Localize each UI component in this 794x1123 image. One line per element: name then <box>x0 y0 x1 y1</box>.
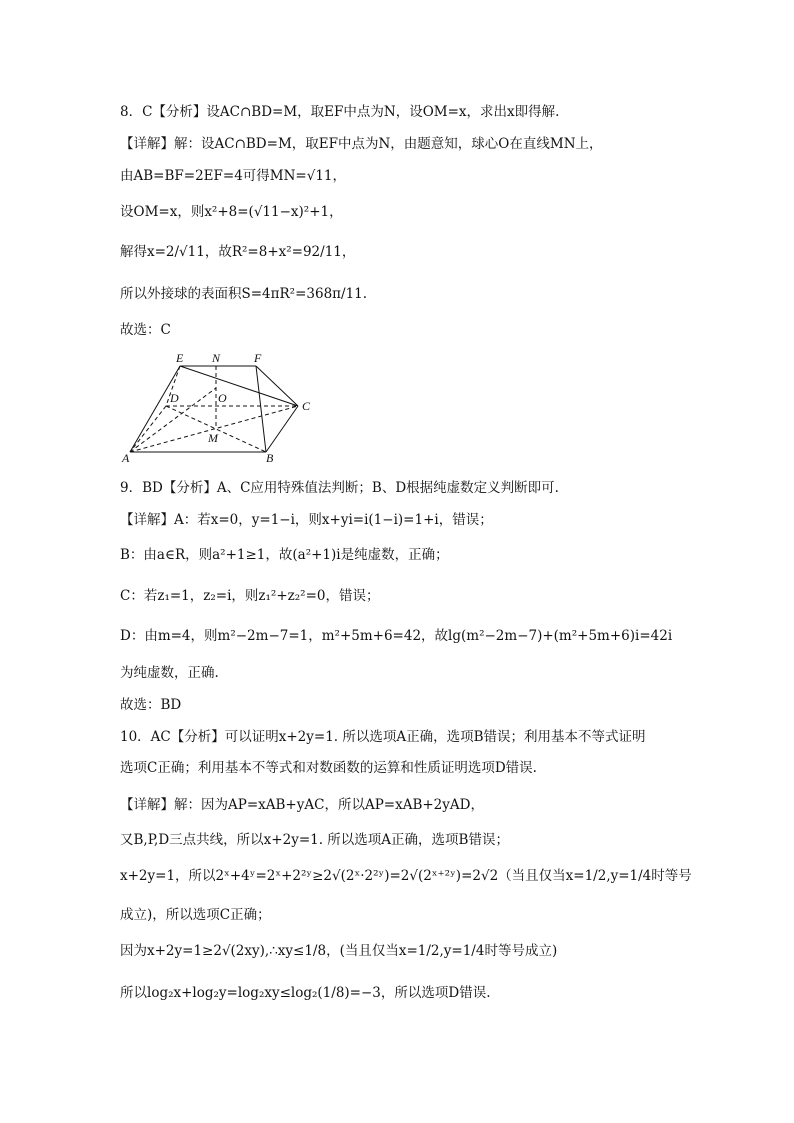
label-E: E <box>176 351 184 365</box>
label-C: C <box>302 399 311 413</box>
q8-line-2: 【详解】解：设AC∩BD=M，取EF中点为N，由题意知，球心O在直线MN上， <box>120 136 603 152</box>
q10-line-6: 成立)，所以选项C正确； <box>120 907 271 923</box>
q10-line-3: 【详解】解：因为AP=xAB+yAC，所以AP=xAB+2yAD， <box>120 797 484 813</box>
q10-line-4: 又B,P,D三点共线，所以x+2y=1. 所以选项A正确，选项B错误； <box>120 832 509 848</box>
label-D: D <box>170 391 179 405</box>
q8-line-6: 所以外接球的表面积S=4πR²=368π/11. <box>120 286 368 302</box>
q9-line-4: C：若z₁=1，z₂=i，则z₁²+z₂²=0，错误； <box>120 588 380 604</box>
label-O: O <box>218 391 227 405</box>
label-N: N <box>212 351 221 365</box>
q9-line-1: 9．BD【分析】A、C应用特殊值法判断；B、D根据纯虚数定义判断即可. <box>120 480 559 496</box>
q8-line-4: 设OM=x，则x²+8=(√11−x)²+1， <box>120 204 343 220</box>
q9-line-5: D：由m=4，则m²−2m−7=1，m²+5m+6=42，故lg(m²−2m−7)+(m²+5m+6)i=42i <box>120 628 673 644</box>
q9-answer: 故选：BD <box>120 697 182 713</box>
q10-line-5: x+2y=1，所以2ˣ+4ʸ=2ˣ+2²ʸ≥2√(2ˣ·2²ʸ)=2√(2ˣ⁺²ʸ)=2√2（当且仅当x=1/2,y=1/4时等号 <box>120 868 692 884</box>
q8-line-5: 解得x=2/√11，故R²=8+x²=92/11， <box>120 244 356 260</box>
label-F: F <box>254 351 262 365</box>
q10-line-7: 因为x+2y=1≥2√(2xy),∴xy≤1/8，(当且仅当x=1/2,y=1/4时等号成立) <box>120 943 558 959</box>
label-B: B <box>266 451 274 465</box>
q9-line-3: B：由a∈R，则a²+1≥1，故(a²+1)i是纯虚数，正确； <box>120 547 449 563</box>
q9-line-6: 为纯虚数，正确. <box>120 665 219 681</box>
label-A: A <box>122 451 130 465</box>
q9-line-2: 【详解】A：若x=0，y=1−i，则x+yi=i(1−i)=1+i，错误； <box>120 512 493 528</box>
q8-answer: 故选：C <box>120 322 171 338</box>
q10-line-1: 10．AC【分析】可以证明x+2y=1. 所以选项A正确，选项B错误；利用基本不等式证明 <box>120 729 646 745</box>
label-M: M <box>208 431 218 445</box>
q10-line-2: 选项C正确；利用基本不等式和对数函数的运算和性质证明选项D错误. <box>120 760 537 776</box>
frustum-figure <box>120 348 330 468</box>
q8-line-3: 由AB=BF=2EF=4可得MN=√11， <box>120 168 347 184</box>
q10-line-8: 所以log₂x+log₂y=log₂xy≤log₂(1/8)=−3，所以选项D错误. <box>120 985 491 1001</box>
q8-line-1: 8．C【分析】设AC∩BD=M，取EF中点为N，设OM=x，求出x即得解. <box>120 104 560 120</box>
